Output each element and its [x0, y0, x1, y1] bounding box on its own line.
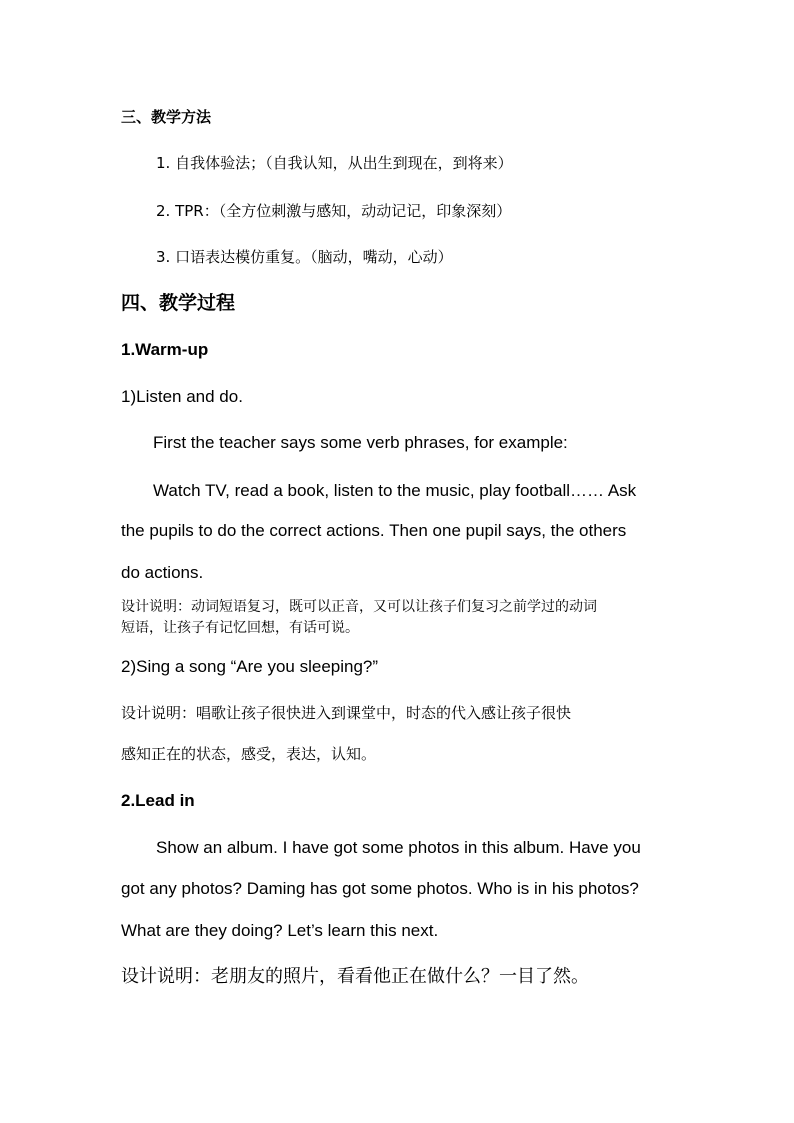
warmup-paragraph-line: Watch TV, read a book, listen to the music, play football…… Ask	[153, 481, 637, 500]
teaching-method-item-2: 2. TPR：（全方位刺激与感知，动动记记，印象深刻）	[156, 202, 512, 220]
section-3-heading: 三、教学方法	[121, 108, 212, 126]
design-note-2-line: 设计说明：唱歌让孩子很快进入到课堂中，时态的代入感让孩子很快	[121, 704, 572, 722]
design-note-1-line: 短语，让孩子有记忆回想，有话可说。	[121, 620, 359, 636]
warmup-heading: 1.Warm-up	[121, 340, 209, 359]
lead-in-paragraph-line: What are they doing? Let’s learn this next.	[121, 921, 439, 940]
lead-in-paragraph-line: got any photos? Daming has got some photos. Who is in his photos?	[121, 879, 639, 898]
teaching-method-item-1: 1. 自我体验法；（自我认知，从出生到现在，到将来）	[156, 154, 513, 172]
lead-in-heading: 2.Lead in	[121, 791, 195, 810]
step-sing-a-song-title: 2)Sing a song “Are you sleeping?”	[121, 657, 379, 676]
section-4-heading: 四、教学过程	[121, 292, 236, 314]
design-note-3: 设计说明：老朋友的照片，看看他正在做什么？一目了然。	[121, 966, 589, 987]
warmup-paragraph-line: the pupils to do the correct actions. Then one pupil says, the others	[121, 521, 627, 540]
design-note-2-line: 感知正在的状态，感受，表达，认知。	[121, 745, 377, 763]
warmup-paragraph-line: do actions.	[121, 563, 204, 582]
teaching-method-item-3: 3. 口语表达模仿重复。（脑动，嘴动，心动）	[156, 248, 453, 266]
lead-in-paragraph-line: Show an album. I have got some photos in this album. Have you	[156, 838, 641, 857]
warmup-paragraph-line: First the teacher says some verb phrases, for example:	[153, 433, 568, 452]
design-note-1-line: 设计说明：动词短语复习，既可以正音，又可以让孩子们复习之前学过的动词	[121, 599, 597, 615]
step-listen-and-do-title: 1)Listen and do.	[121, 387, 243, 406]
